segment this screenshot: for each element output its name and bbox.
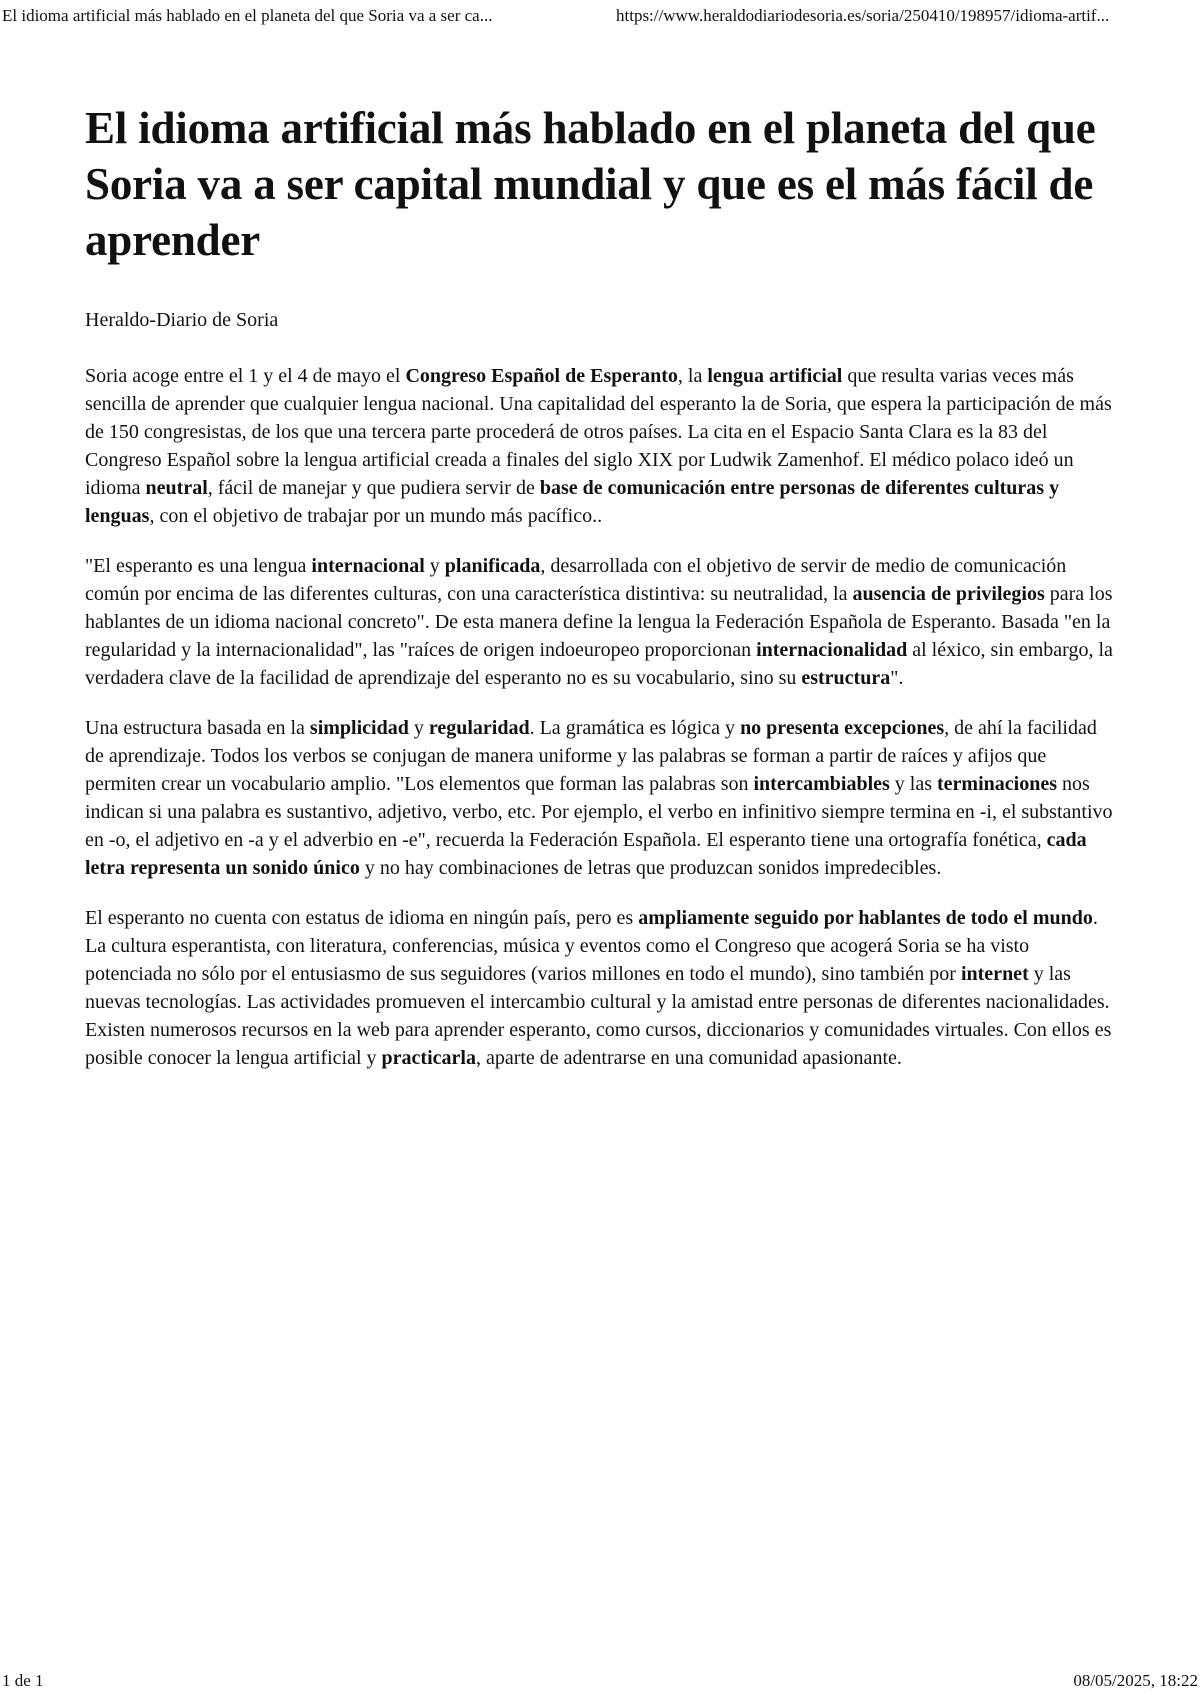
- print-header-title: El idioma artificial más hablado en el planeta del que Soria va a ser ca...: [2, 6, 493, 25]
- bold-text: lengua artificial: [707, 365, 843, 387]
- text-run: , desarrollada con el objetivo de servir de medio de comunicación común por encima de las diferentes culturas, con una característica distintiva: su neutralidad, la: [85, 555, 1067, 605]
- text-run: , de ahí la facilidad de aprendizaje. Todos los verbos se conjugan de manera uniforme y las palabras se forman a partir de raíces y afijos que permiten crear un vocabulario amplio. "Los elementos que forman las palabras son: [85, 717, 1097, 795]
- text-run: nos indican si una palabra es sustantivo, adjetivo, verbo, etc. Por ejemplo, el verbo en infinitivo siempre termina en -i, el substantivo en -o, el adjetivo en -a y el adverbio en -e", recuerda la Federación Española. El esperanto tiene una ortografía fonética,: [85, 773, 1113, 851]
- text-run: ".: [890, 667, 904, 689]
- text-run: Una estructura basada en la: [85, 717, 310, 739]
- article-paragraph: [85, 714, 1120, 882]
- bold-text: practicarla: [381, 1047, 476, 1069]
- print-footer: [0, 1669, 1200, 1693]
- bold-text: planificada: [444, 555, 541, 577]
- text-run: , aparte de adentrarse en una comunidad apasionante.: [475, 1047, 902, 1069]
- article-paragraph: [85, 552, 1120, 692]
- article-paragraph: [85, 904, 1120, 1072]
- bold-text: internacional: [311, 555, 425, 577]
- bold-text: cada letra representa un sonido único: [85, 829, 1087, 879]
- bold-text: internet: [960, 963, 1029, 985]
- bold-text: base de comunicación entre personas de diferentes culturas y lenguas: [85, 477, 1060, 527]
- print-datetime: 08/05/2025, 18:22: [1073, 1671, 1198, 1690]
- text-run: "El esperanto es una lengua: [85, 555, 312, 577]
- print-header-url: https://www.heraldodiariodesoria.es/soria/250410/198957/idioma-artif...: [616, 6, 1110, 25]
- page-number: 1 de 1: [2, 1671, 44, 1690]
- text-run: , fácil de manejar y que pudiera servir de: [207, 477, 540, 499]
- text-run: y: [424, 555, 445, 577]
- text-run: y las: [889, 773, 938, 795]
- text-run: al léxico, sin embargo, la verdadera clave de la facilidad de aprendizaje del esperanto no es su vocabulario, sino su: [85, 639, 1113, 689]
- bold-text: estructura: [801, 667, 891, 689]
- text-run: El esperanto no cuenta con estatus de idioma en ningún país, pero es: [85, 907, 639, 929]
- text-run: , la: [677, 365, 708, 387]
- text-run: y las nuevas tecnologías. Las actividades promueven el intercambio cultural y la amistad entre personas de diferentes nacionalidades. Existen numerosos recursos en la web para aprender esperanto, como cursos, diccionarios y comunidades virtuales. Con ellos es posible conocer la lengua artificial y: [85, 963, 1112, 1069]
- text-run: , con el objetivo de trabajar por un mundo más pacífico..: [149, 505, 603, 527]
- bold-text: intercambiables: [753, 773, 890, 795]
- bold-text: simplicidad: [309, 717, 409, 739]
- text-run: . La cultura esperantista, con literatura, conferencias, música y eventos como el Congreso que acogerá Soria se ha visto potenciada no sólo por el entusiasmo de sus seguidores (varios millones en todo el mundo), sino también por: [85, 907, 1098, 985]
- print-header: [0, 4, 1200, 28]
- text-run: para los hablantes de un idioma nacional concreto". De esta manera define la lengua la Federación Española de Esperanto. Basada "en la regularidad y la internacionalidad", las "raíces de origen indoeuropeo proporcionan: [85, 583, 1113, 661]
- bold-text: terminaciones: [937, 773, 1057, 795]
- bold-text: regularidad: [428, 717, 530, 739]
- bold-text: internacionalidad: [756, 639, 908, 661]
- bold-text: ampliamente seguido por hablantes de todo el mundo: [638, 907, 1093, 929]
- text-run: . La gramática es lógica y: [529, 717, 741, 739]
- text-run: Soria acoge entre el 1 y el 4 de mayo el: [85, 365, 406, 387]
- article: [85, 100, 1120, 1094]
- article-body: [85, 362, 1120, 1072]
- article-byline: Heraldo-Diario de Soria: [85, 309, 279, 331]
- text-run: y: [408, 717, 429, 739]
- bold-text: ausencia de privilegios: [852, 583, 1045, 605]
- text-run: y no hay combinaciones de letras que produzcan sonidos impredecibles.: [359, 857, 942, 879]
- bold-text: neutral: [145, 477, 208, 499]
- article-headline: El idioma artificial más hablado en el planeta del que Soria va a ser capital mundial y que es el más fácil de aprender: [85, 103, 1096, 265]
- article-paragraph: [85, 362, 1120, 530]
- bold-text: no presenta excepciones: [740, 717, 945, 739]
- bold-text: Congreso Español de Esperanto: [405, 365, 678, 387]
- text-run: que resulta varias veces más sencilla de aprender que cualquier lengua nacional. Una capitalidad del esperanto la de Soria, que espera la participación de más de 150 congresistas, de los que una tercera parte procederá de otros países. La cita en el Espacio Santa Clara es la 83 del Congreso Español sobre la lengua artificial creada a finales del siglo XIX por Ludwik Zamenhof. El médico polaco ideó un idioma: [85, 365, 1112, 499]
